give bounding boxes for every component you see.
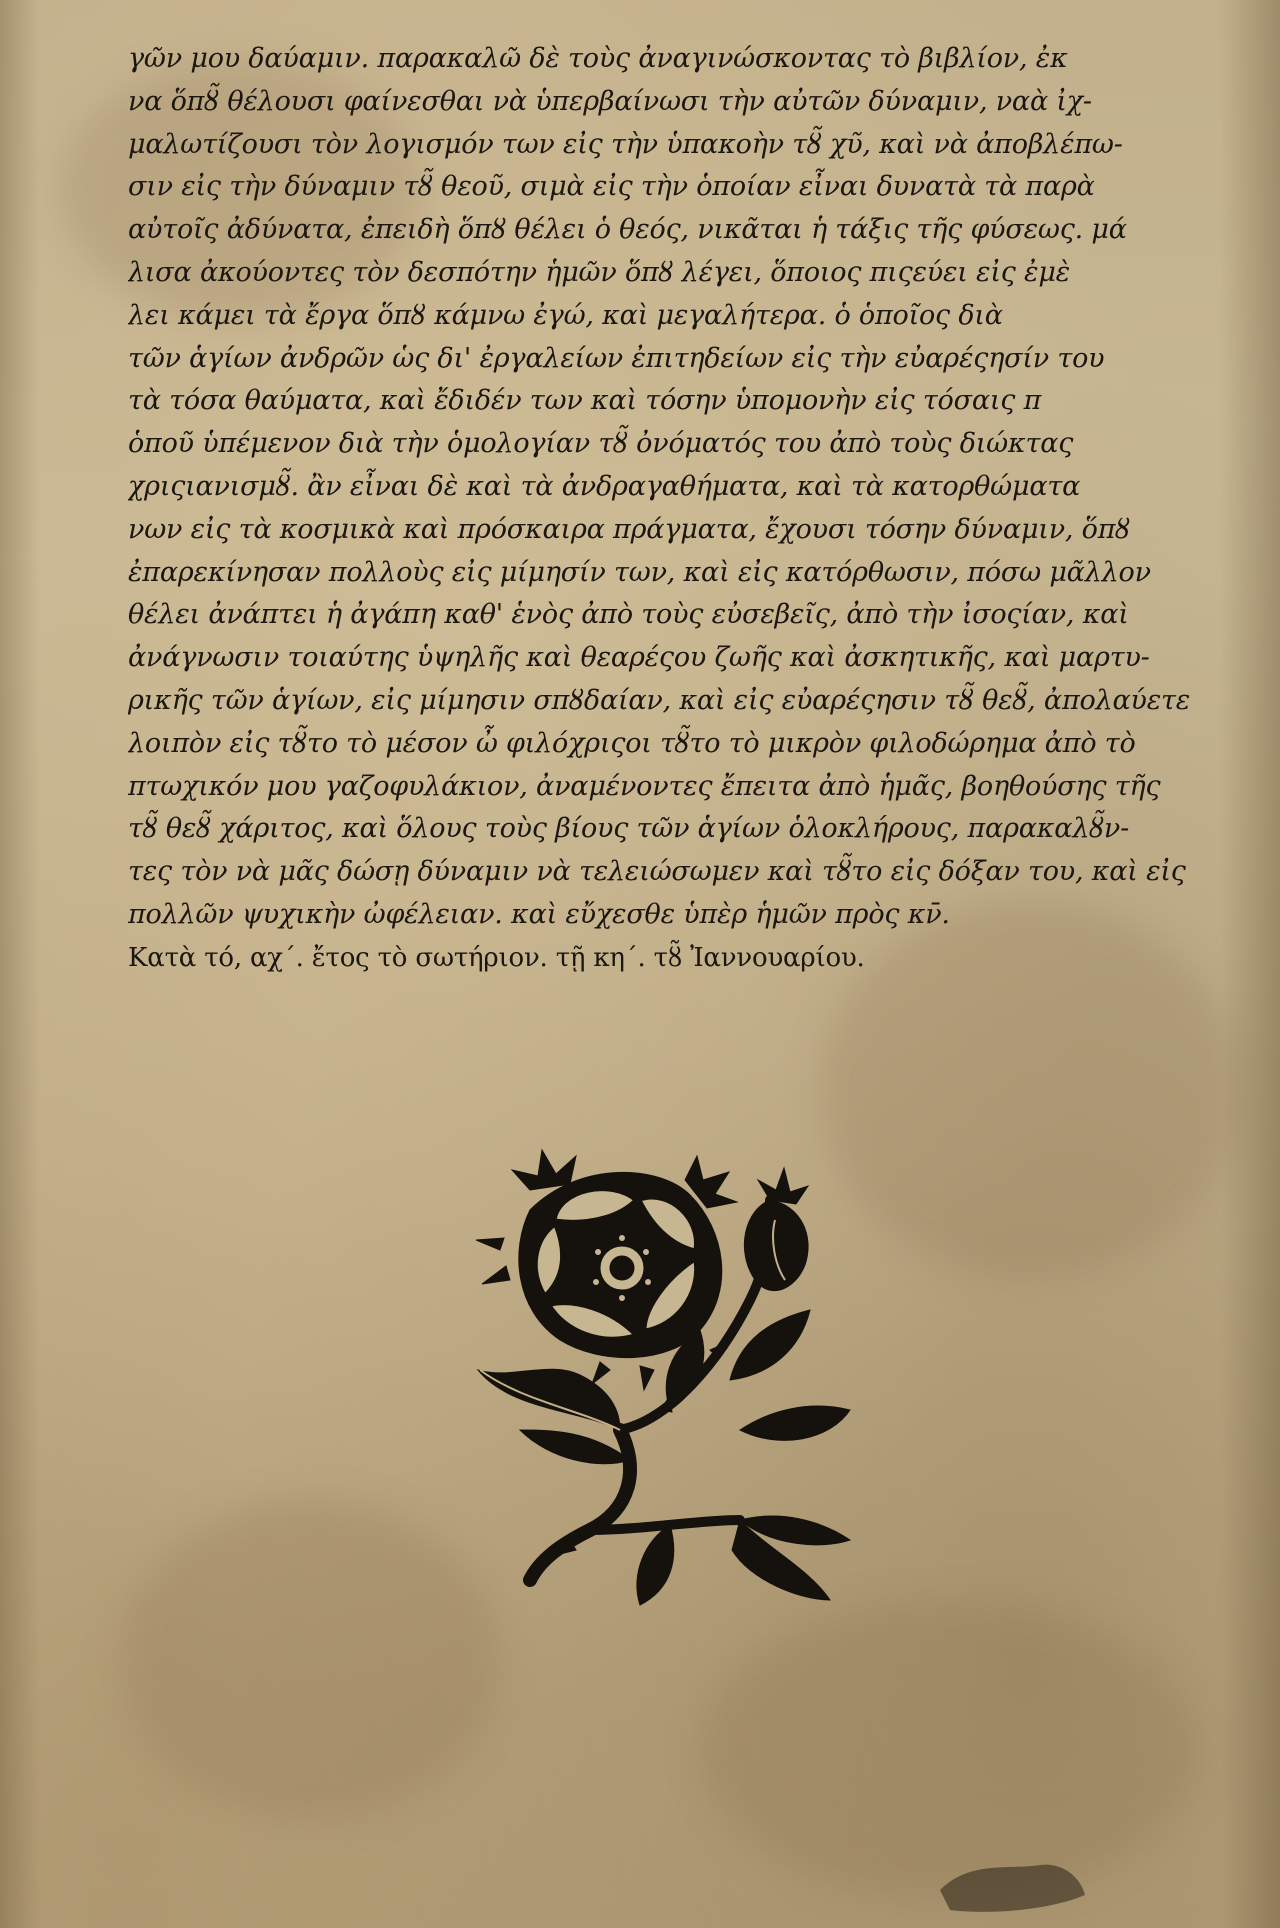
- text-line: θέλει ἀνάπτει ἡ ἀγάπη καθ' ἑνὸς ἀπὸ τοὺς εὐσεβεῖς, ἀπὸ τὴν ἰσοςίαν, καὶ: [128, 599, 1129, 631]
- text-line: χριςιανισμȣ̃. ἂν εἶναι δὲ καὶ τὰ ἀνδραγαθήματα, καὶ τὰ κατορθώματα: [128, 470, 1081, 502]
- text-line: μαλωτίζουσι τὸν λογισμόν των εἰς τὴν ὑπακοὴν τȣ̃ χυ̃, καὶ νὰ ἀποβλέπω-: [128, 128, 1123, 160]
- text-line: γῶν μου δαύαμιν. παρακαλῶ δὲ τοὺς ἀναγινώσκοντας τὸ βιβλίον, ἐκ: [128, 43, 1068, 74]
- text-line: λισα ἀκούοντες τὸν δεσπότην ἡμῶν ὅπȣ λέγει, ὅποιος πιςεύει εἰς ἐμὲ: [128, 256, 1070, 288]
- text-line: νων εἰς τὰ κοσμικὰ καὶ πρόσκαιρα πράγματα, ἔχουσι τόσην δύναμιν, ὅπȣ: [128, 513, 1130, 545]
- text-line: ἐπαρεκίνησαν πολλοὺς εἰς μίμησίν των, καὶ εἰς κατόρθωσιν, πόσω μᾶλλον: [128, 556, 1151, 588]
- text-line: λει κάμει τὰ ἔργα ὅπȣ κάμνω ἐγώ, καὶ μεγαλήτερα. ὁ ὁποῖος διὰ: [128, 299, 1003, 331]
- text-line: πτωχικόν μου γαζοφυλάκιον, ἀναμένοντες ἔπειτα ἀπὸ ἡμᾶς, βοηθούσης τῆς: [128, 770, 1161, 802]
- text-line: λοιπὸν εἰς τȣ̃το τὸ μέσον ὦ φιλόχριςοι τȣ̃το τὸ μικρὸν φιλοδώρημα ἀπὸ τὸ: [128, 727, 1136, 759]
- text-line: τῶν ἁγίων ἀνδρῶν ὡς δι' ἐργαλείων ἐπιτηδείων εἰς τὴν εὐαρέςησίν του: [128, 342, 1105, 374]
- text-line: σιν εἰς τὴν δύναμιν τȣ̃ θεοῦ, σιμὰ εἰς τὴν ὁποίαν εἶναι δυνατὰ τὰ παρὰ: [128, 171, 1095, 203]
- text-line: να ὅπȣ̃ θέλουσι φαίνεσθαι νὰ ὑπερβαίνωσι τὴν αὐτῶν δύναμιν, ναὰ ἰχ-: [128, 85, 1092, 117]
- rose-woodcut-icon: [470, 1130, 920, 1610]
- text-line: ὁποῦ ὑπέμενον διὰ τὴν ὁμολογίαν τȣ̃ ὀνόματός του ἀπὸ τοὺς διώκτας: [128, 428, 1074, 460]
- page-edge-left: [0, 0, 40, 1928]
- bleed-through-mark: [930, 1850, 1090, 1920]
- text-line: τȣ̃ θεȣ̃ χάριτος, καὶ ὅλους τοὺς βίους τῶν ἁγίων ὁλοκλήρους, παρακαλȣ̃ν-: [128, 813, 1130, 845]
- text-line: τὰ τόσα θαύματα, καὶ ἔδιδέν των καὶ τόσην ὑπομονὴν εἰς τόσαις π: [128, 385, 1042, 417]
- text-line: ρικῆς τῶν ἁγίων, εἰς μίμησιν σπȣδαίαν, καὶ εἰς εὐαρέςησιν τȣ̃ θεȣ̃, ἀπολαύετε: [128, 684, 1191, 716]
- text-line: τες τὸν νὰ μᾶς δώσῃ δύναμιν νὰ τελειώσωμεν καὶ τȣ̃το εἰς δόξαν του, καὶ εἰς: [128, 856, 1186, 888]
- body-text: [128, 38, 1258, 980]
- text-line: πολλῶν ψυχικὴν ὠφέλειαν. καὶ εὔχεσθε ὑπὲρ ἡμῶν πρὸς κν̄.: [128, 898, 950, 930]
- text-line: ἀνάγνωσιν τοιαύτης ὑψηλῆς καὶ θεαρέςου ζωῆς καὶ ἀσκητικῆς, καὶ μαρτυ-: [128, 642, 1150, 674]
- text-line: αὐτοῖς ἀδύνατα, ἐπειδὴ ὅπȣ θέλει ὁ θεός, νικᾶται ἡ τάξις τῆς φύσεως. μά: [128, 214, 1127, 246]
- date-line: Κατὰ τό, αχ΄. ἔτος τὸ σωτήριον. τῇ κη΄. τȣ̃ Ἰαννουαρίου.: [128, 942, 865, 973]
